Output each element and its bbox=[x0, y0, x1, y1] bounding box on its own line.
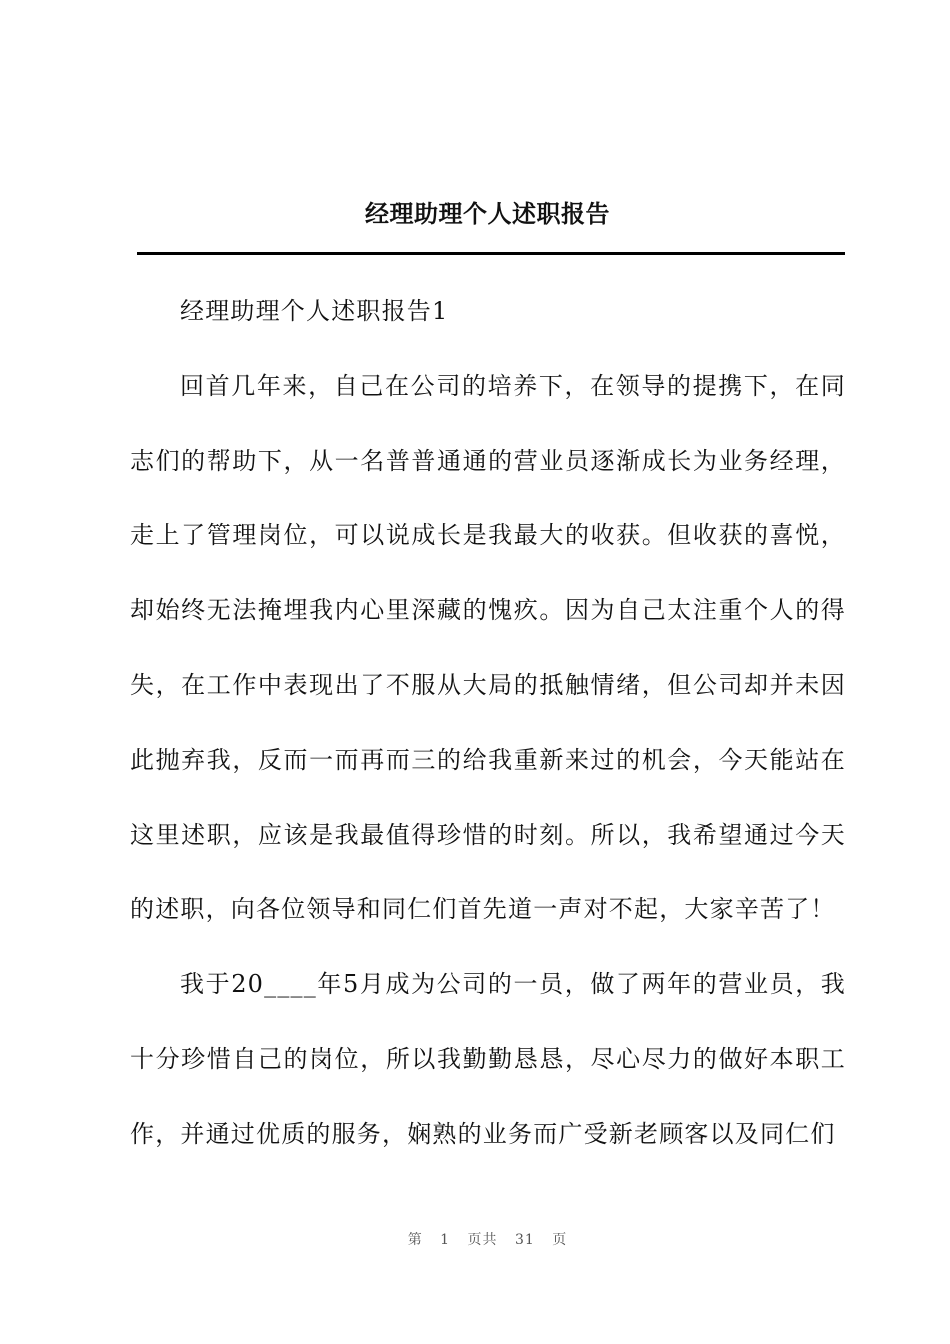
title-divider bbox=[137, 252, 845, 255]
total-pages-number: 31 bbox=[515, 1232, 535, 1248]
page-footer bbox=[0, 1228, 950, 1252]
body-paragraph: 我于20____年5月成为公司的一员，做了两年的营业员，我十分珍惜自己的岗位，所以我勤勤恳恳，尽心尽力的做好本职工作，并通过优质的服务，娴熟的业务而广受新老顾客以及同仁们 bbox=[130, 970, 846, 1148]
document-body bbox=[130, 274, 846, 1172]
footer-middle: 页共 bbox=[467, 1232, 498, 1248]
body-paragraph: 回首几年来，自己在公司的培养下，在领导的提携下，在同志们的帮助下，从一名普普通通的营业员逐渐成长为业务经理，走上了管理岗位，可以说成长是我最大的收获。但收获的喜悦，却始终无法掩埋我内心里深藏的愧疚。因为自己太注重个人的得失，在工作中表现出了不服从大局的抵触情绪，但公司却并未因此抛弃我，反而一而再而三的给我重新来过的机会，今天能站在这里述职，应该是我最值得珍惜的时刻。所以，我希望通过今天的述职，向各位领导和同仁们首先道一声对不起，大家辛苦了！ bbox=[130, 371, 846, 924]
section-heading: 经理助理个人述职报告1 bbox=[180, 297, 449, 325]
footer-suffix: 页 bbox=[552, 1232, 568, 1248]
current-page-number: 1 bbox=[440, 1232, 451, 1248]
document-title: 经理助理个人述职报告 bbox=[365, 199, 610, 228]
footer-prefix: 第 bbox=[407, 1232, 423, 1248]
